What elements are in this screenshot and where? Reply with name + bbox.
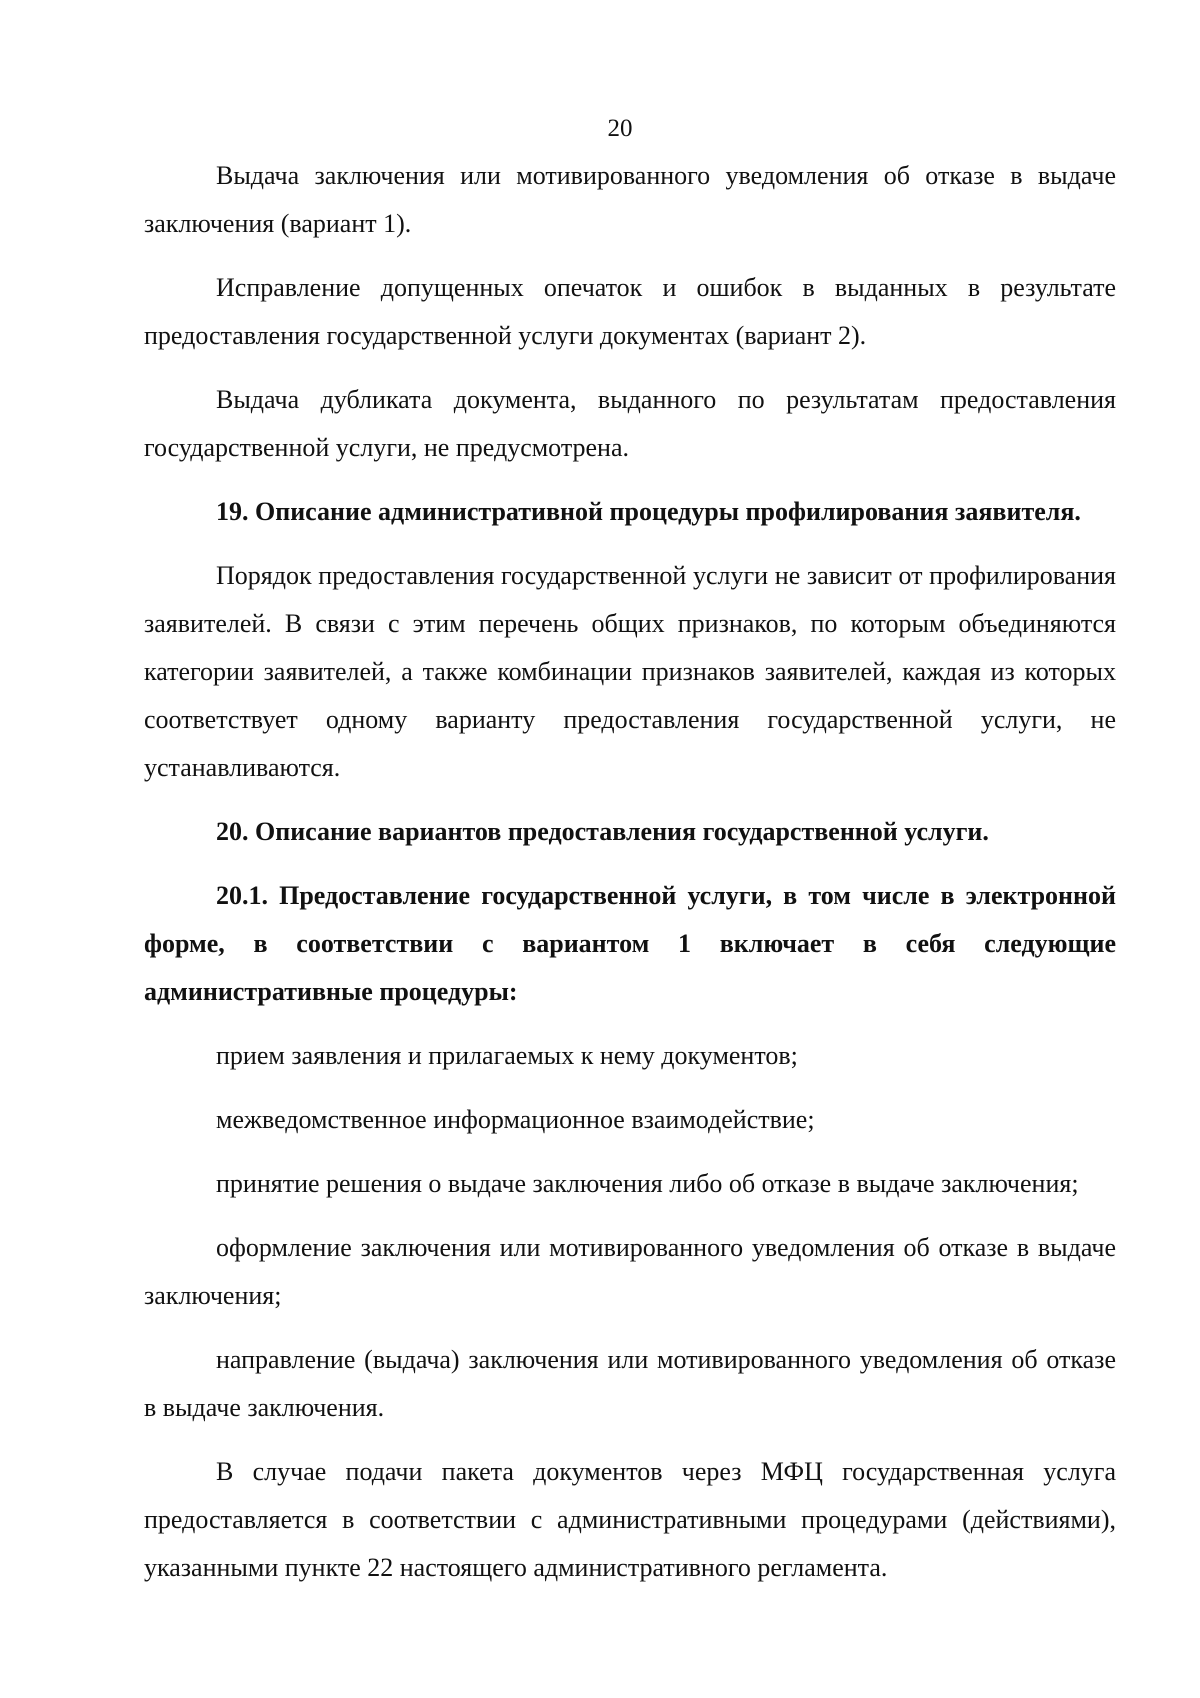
list-item-delivery: направление (выдача) заключения или мотивированного уведомления об отказе в выдаче заключения. [144, 1345, 1116, 1422]
document-body [144, 152, 1116, 1608]
paragraph-variant-2: Исправление допущенных опечаток и ошибок в выданных в результате предоставления государственной услуги документах (вариант 2). [144, 273, 1116, 350]
list-item-reception: прием заявления и прилагаемых к нему документов; [216, 1041, 798, 1070]
list-item-interagency: межведомственное информационное взаимодействие; [216, 1105, 815, 1134]
paragraph-duplicate: Выдача дубликата документа, выданного по результатам предоставления государственной услуги, не предусмотрена. [144, 385, 1116, 462]
subsection-heading-20-1: 20.1. Предоставление государственной услуги, в том числе в электронной форме, в соответствии с вариантом 1 включает в себя следующие административные процедуры: [144, 881, 1116, 1006]
paragraph-variant-1: Выдача заключения или мотивированного уведомления об отказе в выдаче заключения (вариант 1). [144, 161, 1116, 238]
list-item-formalization: оформление заключения или мотивированного уведомления об отказе в выдаче заключения; [144, 1233, 1116, 1310]
section-heading-19: 19. Описание административной процедуры профилирования заявителя. [216, 497, 1081, 526]
paragraph-profiling: Порядок предоставления государственной услуги не зависит от профилирования заявителей. В связи с этим перечень общих признаков, по которым объединяются категории заявителей, а также комбинации признаков заявителей, каждая из которых соответствует одному варианту предоставления государственной услуги, не устанавливаются. [144, 561, 1116, 782]
list-item-decision: принятие решения о выдаче заключения либо об отказе в выдаче заключения; [216, 1169, 1079, 1198]
section-heading-20: 20. Описание вариантов предоставления государственной услуги. [216, 817, 989, 846]
page-number: 20 [607, 115, 633, 142]
paragraph-mfc: В случае подачи пакета документов через МФЦ государственная услуга предоставляется в соответствии с административными процедурами (действиями), указанными пункте 22 настоящего административного регламента. [144, 1457, 1116, 1582]
